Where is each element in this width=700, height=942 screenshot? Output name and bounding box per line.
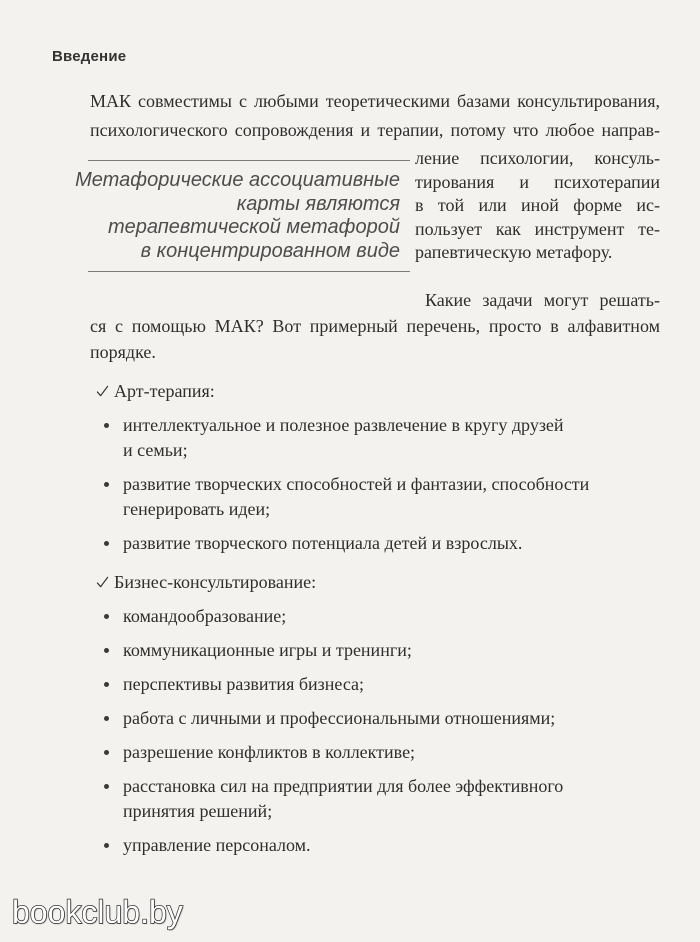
pull-quote-line: Метафорические ассоциативные	[75, 169, 400, 191]
section-title-text: Арт-терапия:	[114, 381, 215, 401]
list-item-line: принятия решений;	[123, 801, 273, 821]
bullet-icon	[104, 784, 109, 789]
section-title	[0, 379, 700, 404]
list-item	[0, 740, 700, 765]
section-business-consulting	[0, 570, 700, 858]
pull-quote	[75, 160, 410, 272]
check-icon	[96, 385, 109, 398]
text-line: тирования и психотерапии	[415, 171, 660, 192]
text-line: в той или иной форме ис-	[415, 195, 660, 215]
task-lists	[0, 379, 700, 858]
list-item	[0, 774, 700, 824]
list-item	[0, 706, 700, 731]
list-item	[0, 672, 700, 697]
list-item-line: генерировать идеи;	[123, 499, 271, 519]
list-item-line: развитие творческих способностей и фантазии, способности	[123, 474, 590, 494]
list-item	[0, 638, 700, 663]
list-item-line: работа с личными и профессиональными отношениями;	[123, 708, 556, 728]
text-line: ся с помощью МАК? Вот примерный перечень, просто в алфавитном	[90, 316, 660, 336]
running-head: Введение	[52, 48, 127, 65]
list-item-line: расстановка сил на предприятии для более эффективного	[123, 776, 564, 796]
text-line: Какие задачи могут решать-	[425, 290, 660, 310]
bullet-icon	[104, 482, 109, 487]
text-line: психологического сопровождения и терапии, потому что любое направ-	[90, 120, 660, 140]
bullet-icon	[104, 843, 109, 848]
watermark: bookclub.by	[12, 894, 183, 930]
list-item-line: разрешение конфликтов в коллективе;	[123, 742, 416, 762]
bullet-icon	[104, 541, 109, 546]
list-item	[0, 472, 700, 522]
list-item	[0, 531, 700, 556]
list-item	[0, 413, 700, 463]
tasks-paragraph	[90, 287, 660, 365]
list-item-line: перспективы развития бизнеса;	[123, 674, 365, 694]
section-title	[0, 570, 700, 595]
pull-quote-line: карты являются	[236, 192, 400, 215]
text-line: рапевтическую метафору.	[415, 242, 613, 262]
intro-paragraph	[90, 87, 660, 145]
list-item-line: интеллектуальное и полезное развлечение в кругу друзей	[123, 415, 564, 435]
text-line: ление психологии, консуль-	[415, 148, 660, 168]
bullet-icon	[104, 750, 109, 755]
bullet-icon	[104, 682, 109, 687]
bullet-icon	[104, 648, 109, 653]
list-item	[0, 833, 700, 858]
text-line: пользует как инструмент те-	[415, 218, 660, 239]
section-art-therapy	[0, 379, 700, 556]
bullet-icon	[104, 716, 109, 721]
list-item-line: командообразование;	[123, 606, 287, 626]
check-icon	[96, 576, 109, 589]
pull-quote-line: в концентрированном виде	[140, 240, 400, 263]
intro-paragraph-continuation	[415, 147, 660, 265]
bullet-icon	[104, 614, 109, 619]
list-item-line: управление персоналом.	[123, 835, 311, 855]
pull-quote-text	[75, 169, 400, 264]
text-line: МАК совместимы с любыми теоретическими базами консультирования,	[90, 91, 660, 111]
text-line: порядке.	[90, 342, 156, 362]
list-item-line: развитие творческого потенциала детей и взрослых.	[123, 533, 523, 553]
list-item	[0, 604, 700, 629]
bullet-icon	[104, 423, 109, 428]
section-title-text: Бизнес-консультирование:	[114, 572, 317, 592]
list-item-line: коммуникационные игры и тренинги;	[123, 640, 412, 660]
list-item-line: и семьи;	[123, 440, 188, 460]
pull-quote-line: терапевтической метафорой	[107, 216, 400, 239]
